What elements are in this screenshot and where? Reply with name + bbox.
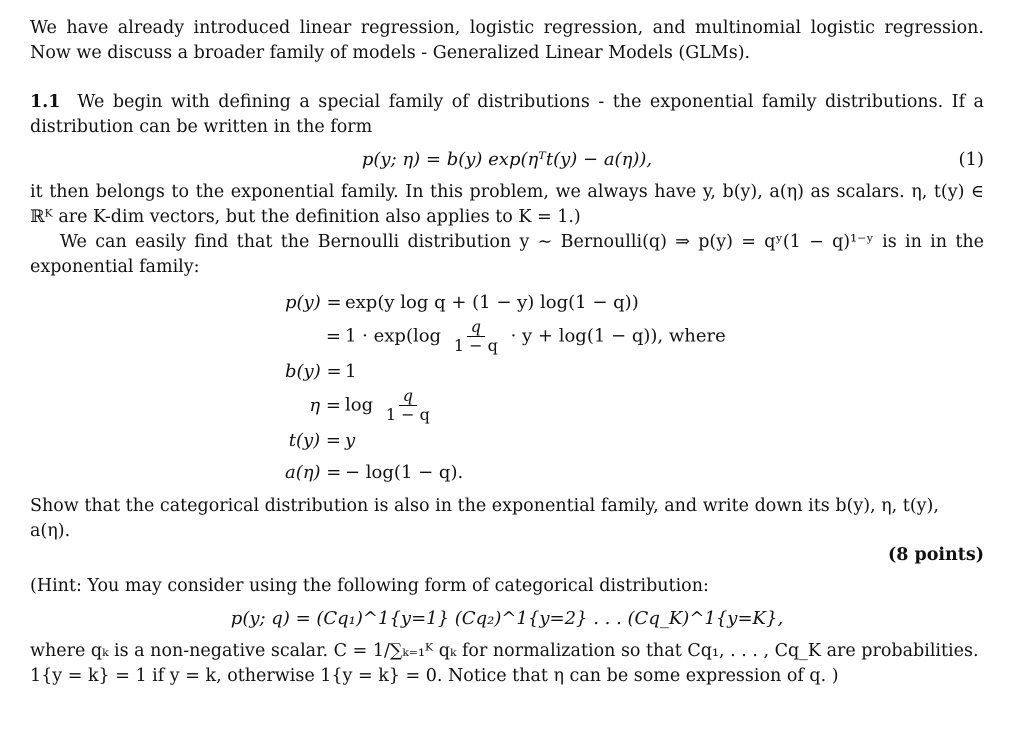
derivation-lhs: a(η) = <box>285 461 342 483</box>
derivation-lhs: t(y) = <box>288 429 341 451</box>
points-label: (8 points) <box>887 545 984 565</box>
fraction-numerator: q <box>467 318 485 337</box>
derivation-block <box>285 286 984 488</box>
derivation-rhs: − log(1 − q). <box>345 461 464 483</box>
intro-paragraph: We have already introduced linear regression, logistic regression, and multinomial logistic regression. Now we discuss a broader family of models - Generalized Linear Models (GLMs). <box>30 18 984 63</box>
equation-2 <box>30 599 984 639</box>
closing-line-1: where qₖ is a non-negative scalar. C = 1/∑ₖ₌₁ᴷ qₖ for normalization so that Cq₁, . . . , Cq_K are probabilities. <box>30 641 979 661</box>
section-paragraph <box>30 90 984 140</box>
derivation-text: · y + log(1 − q)), where <box>510 325 726 347</box>
derivation-rhs: y <box>345 429 356 451</box>
fraction-denominator: 1 − q <box>453 336 498 355</box>
after-equation-paragraph: it then belongs to the exponential family. In this problem, we always have y, b(y), a(η) as scalars. η, t(y) ∈ ℝᴷ are K-dim vectors, but the definition also applies to K = 1.) <box>30 182 984 227</box>
bernoulli-paragraph: We can easily find that the Bernoulli distribution y ∼ Bernoulli(q) ⇒ p(y) = qʸ(1 − q)¹⁻ʸ is in in the exponential family: <box>30 232 984 277</box>
derivation-row <box>285 355 984 387</box>
derivation-lhs: p(y) = <box>285 291 342 313</box>
fraction <box>450 318 502 355</box>
derivation-rhs: exp(y log q + (1 − y) log(1 − q)) <box>345 291 639 313</box>
derivation-lhs: b(y) = <box>285 360 342 382</box>
derivation-lhs: η = <box>309 395 341 416</box>
section-lead: We begin with defining a special family of distributions - the exponential family distributions. If a distribution can be written in the form <box>30 92 984 137</box>
derivation-row <box>285 318 984 355</box>
equation-1-number: (1) <box>958 149 984 170</box>
derivation-row <box>285 387 984 424</box>
derivation-text: log <box>345 394 374 416</box>
derivation-rhs <box>341 318 726 355</box>
derivation-row <box>285 424 984 456</box>
equation-1 <box>30 140 984 180</box>
fraction-denominator: 1 − q <box>385 405 430 424</box>
section-number: 1.1 <box>30 92 61 112</box>
derivation-row <box>285 286 984 318</box>
equation-2-body: p(y; q) = (Cq₁)^1{y=1} (Cq₂)^1{y=2} . . . (Cq_K)^1{y=K}, <box>230 608 784 629</box>
fraction-numerator: q <box>399 387 417 406</box>
derivation-rhs: 1 <box>345 360 357 382</box>
hint-paragraph: (Hint: You may consider using the following form of categorical distribution: <box>30 576 709 596</box>
task-paragraph: Show that the categorical distribution is also in the exponential family, and write down its b(y), η, t(y), a(η). <box>30 496 939 541</box>
derivation-rhs <box>341 387 437 424</box>
derivation-text: 1 · exp(log <box>345 325 442 347</box>
derivation-row <box>285 456 984 488</box>
fraction <box>382 387 434 424</box>
document-page <box>30 16 984 689</box>
equation-1-body: p(y; η) = b(y) exp(ηᵀt(y) − a(η)), <box>361 149 653 170</box>
derivation-lhs: = <box>325 326 341 347</box>
closing-line-2: 1{y = k} = 1 if y = k, otherwise 1{y = k} = 0. Notice that η can be some expression of q. ) <box>30 666 839 686</box>
